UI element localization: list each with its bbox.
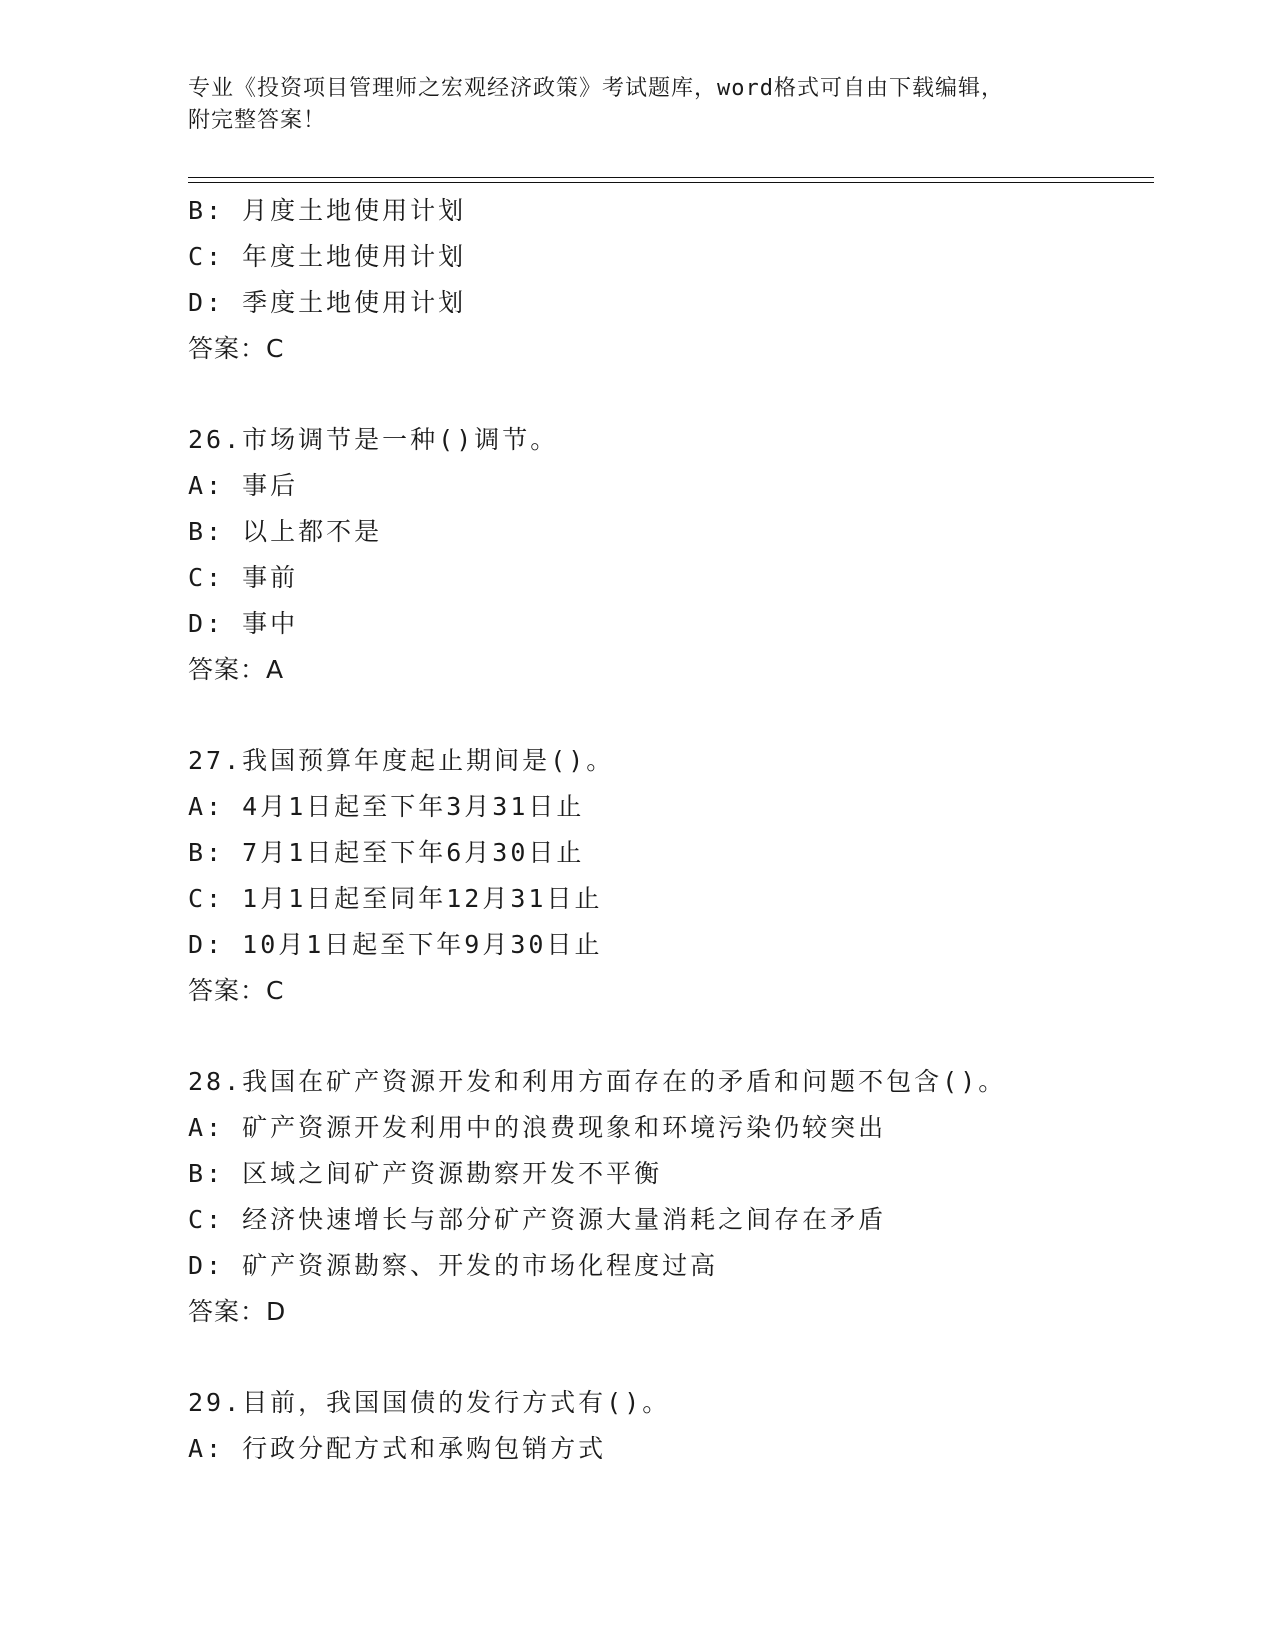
option-c: C: 1月1日起至同年12月31日止: [188, 884, 603, 913]
option-a: A: 事后: [188, 471, 299, 500]
option-c: C: 经济快速增长与部分矿产资源大量消耗之间存在矛盾: [188, 1205, 887, 1234]
option-a: A: 矿产资源开发利用中的浪费现象和环境污染仍较突出: [188, 1113, 887, 1142]
question-stem: 27.我国预算年度起止期间是()。: [188, 746, 615, 775]
option-d: D: 10月1日起至下年9月30日止: [188, 930, 603, 959]
question-list: [188, 188, 1148, 1472]
header-line-1: 专业《投资项目管理师之宏观经济政策》考试题库，word格式可自由下载编辑，: [188, 76, 1004, 101]
option-b: B: 月度土地使用计划: [188, 196, 467, 225]
option-b: B: 7月1日起至下年6月30日止: [188, 838, 585, 867]
option-d: D: 季度土地使用计划: [188, 288, 467, 317]
question-29: [188, 1380, 1148, 1472]
answer: 答案：C: [188, 976, 285, 1005]
question-27: [188, 738, 1148, 1014]
question-28: [188, 1059, 1148, 1335]
header-line-2: 附完整答案！: [188, 108, 327, 133]
option-d: D: 事中: [188, 609, 299, 638]
question-stem: 29.目前，我国国债的发行方式有()。: [188, 1388, 671, 1417]
option-d: D: 矿产资源勘察、开发的市场化程度过高: [188, 1251, 719, 1280]
answer: 答案：A: [188, 655, 285, 684]
document-header: [188, 73, 1088, 137]
question-stem: 28.我国在矿产资源开发和利用方面存在的矛盾和问题不包含()。: [188, 1067, 1007, 1096]
option-a: A: 4月1日起至下年3月31日止: [188, 792, 585, 821]
header-divider-top: [188, 177, 1154, 178]
answer: 答案：D: [188, 1297, 287, 1326]
question-25-partial: [188, 188, 1148, 372]
question-stem: 26.市场调节是一种()调节。: [188, 425, 559, 454]
answer: 答案：C: [188, 334, 285, 363]
question-26: [188, 417, 1148, 693]
option-a: A: 行政分配方式和承购包销方式: [188, 1434, 607, 1463]
header-divider-bottom: [188, 182, 1154, 183]
option-b: B: 区域之间矿产资源勘察开发不平衡: [188, 1159, 663, 1188]
option-c: C: 年度土地使用计划: [188, 242, 467, 271]
option-c: C: 事前: [188, 563, 299, 592]
option-b: B: 以上都不是: [188, 517, 383, 546]
